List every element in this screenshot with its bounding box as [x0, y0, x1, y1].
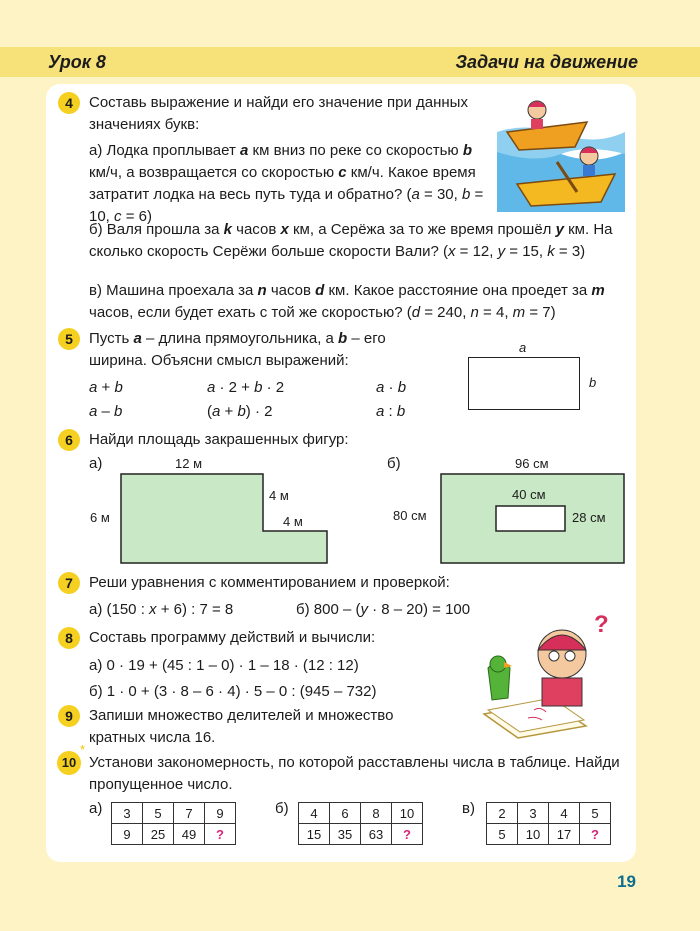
figure-a-letter: а): [89, 455, 103, 472]
table-cell: 4: [299, 803, 330, 824]
figure-a-notch-height: 4 м: [269, 488, 289, 503]
task-10-text: Установи закономерность, по которой расставлены числа в таблице. Найди пропущенное число.: [89, 754, 620, 793]
expression-8a: а) 0 · 19 + (45 : 1 – 0) · 1 – 18 · (12 : 12): [89, 657, 359, 674]
table-cell: 5: [487, 824, 518, 845]
page-number: 19: [617, 872, 636, 891]
table-cell: 5: [143, 803, 174, 824]
task-8-text: Составь программу действий и вычисли:: [89, 629, 376, 646]
table-cell: 2: [487, 803, 518, 824]
number-table-b: [298, 802, 423, 845]
lesson-header: [0, 47, 700, 77]
table-cell: 7: [174, 803, 205, 824]
figure-b-inner-width: 40 см: [512, 487, 546, 502]
table-cell: 6: [330, 803, 361, 824]
missing-number-cell: ?: [392, 824, 423, 845]
table-a-letter: а): [89, 800, 103, 817]
figure-a-left-length: 6 м: [90, 510, 110, 525]
figure-b-left-length: 80 см: [393, 508, 427, 523]
table-cell: 15: [299, 824, 330, 845]
task-4-b: б) Валя прошла за k часов x км, а Серёжа за то же время прошёл y км. На сколько скорость Серёжи больше скорости Вали? (x = 12, y = 15, k = 3): [89, 221, 613, 260]
task-8-number: 8: [58, 627, 80, 649]
task-4-intro: Составь выражение и найди его значение при данных значениях букв:: [89, 94, 468, 133]
equation-a: а) (150 : x + 6) : 7 = 8: [89, 601, 234, 618]
table-cell: 10: [392, 803, 423, 824]
rect-width-label: b: [589, 375, 597, 390]
thinking-pirate-illustration: [474, 602, 626, 740]
expression: a · b: [376, 379, 407, 396]
table-c-letter: в): [462, 800, 475, 817]
task-5-number: 5: [58, 328, 80, 350]
expression: a – b: [89, 403, 123, 420]
task-9-text: Запиши множество делителей и множество кратных числа 16.: [89, 707, 394, 746]
figure-a-top-length: 12 м: [175, 456, 203, 471]
task-10-number: 10: [57, 751, 81, 775]
rectangle-diagram: [468, 357, 580, 410]
expression: a : b: [376, 403, 406, 420]
table-cell: 9: [112, 824, 143, 845]
table-b-letter: б): [275, 800, 289, 817]
number-table-a: [111, 802, 236, 845]
equation-b: б) 800 – (y · 8 – 20) = 100: [296, 601, 471, 618]
table-cell: 3: [112, 803, 143, 824]
task-9-number: 9: [58, 705, 80, 727]
lesson-topic: Задачи на движение: [455, 52, 638, 72]
expression: a · 2 + b · 2: [207, 379, 285, 396]
table-cell: 35: [330, 824, 361, 845]
table-cell: 63: [361, 824, 392, 845]
table-cell: 25: [143, 824, 174, 845]
figure-b-top-length: 96 см: [515, 456, 549, 471]
svg-text:?: ?: [594, 611, 609, 638]
expression: a + b: [89, 379, 123, 396]
boat-illustration: [497, 92, 625, 212]
table-cell: 49: [174, 824, 205, 845]
figure-b-letter: б): [387, 455, 401, 472]
table-cell: 9: [205, 803, 236, 824]
lesson-number: Урок 8: [48, 52, 106, 72]
task-4-number: 4: [58, 92, 80, 114]
table-cell: 4: [549, 803, 580, 824]
figure-b-inner-height: 28 см: [572, 510, 606, 525]
table-cell: 17: [549, 824, 580, 845]
task-6-number: 6: [58, 429, 80, 451]
missing-number-cell: ?: [205, 824, 236, 845]
task-5-text: Пусть a – длина прямоугольника, а b – его ширина. Объясни смысл выражений:: [89, 330, 386, 369]
rect-length-label: a: [519, 340, 527, 355]
expression-8b: б) 1 · 0 + (3 · 8 – 6 · 4) · 5 – 0 : (945 – 732): [89, 683, 377, 700]
difficulty-star-icon: *: [80, 742, 86, 757]
table-cell: 10: [518, 824, 549, 845]
table-cell: 5: [580, 803, 611, 824]
expression: (a + b) · 2: [207, 403, 273, 420]
missing-number-cell: ?: [580, 824, 611, 845]
task-7-text: Реши уравнения с комментированием и проверкой:: [89, 574, 450, 591]
task-4-a: а) Лодка проплывает a км вниз по реке со скоростью b км/ч, а возвращается со скоростью c км/ч. Какое время затратит лодка на весь путь туда и обратно? (a = 30, b = 10, c = 6): [89, 142, 484, 225]
task-7-number: 7: [58, 572, 80, 594]
figure-a-notch-width: 4 м: [283, 514, 303, 529]
table-cell: 8: [361, 803, 392, 824]
task-4-c: в) Машина проехала за n часов d км. Какое расстояние она проедет за m часов, если будет ехать с той же скоростью? (d = 240, n = 4, m = 7): [89, 282, 605, 321]
number-table-c: [486, 802, 611, 845]
table-cell: 3: [518, 803, 549, 824]
task-6-text: Найди площадь закрашенных фигур:: [89, 431, 349, 448]
